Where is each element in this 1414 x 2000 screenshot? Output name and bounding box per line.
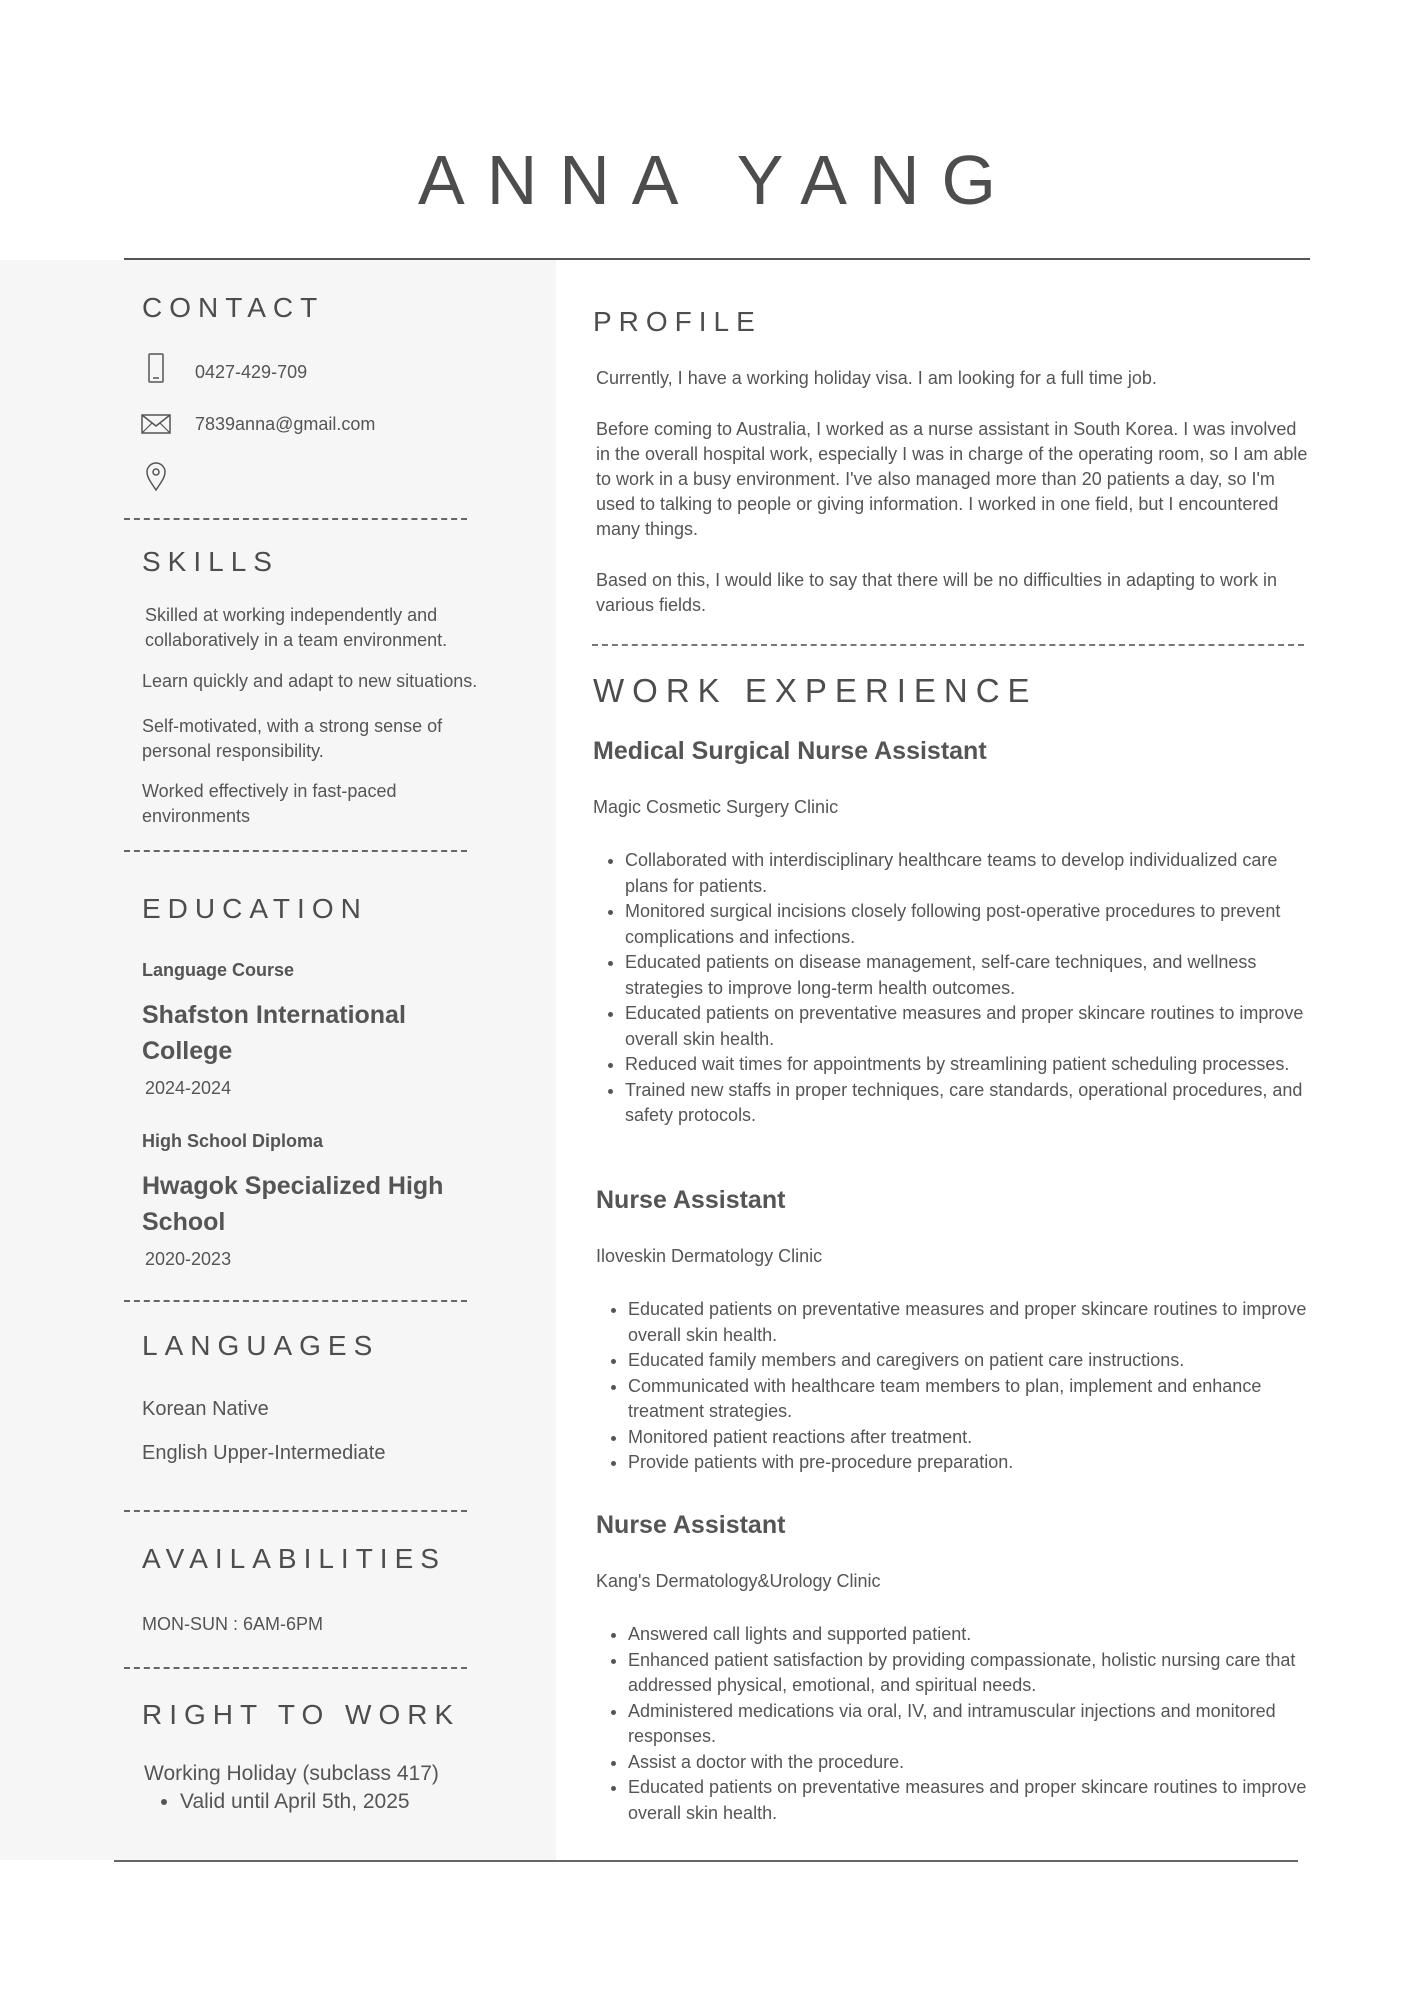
job-duty: • Answered call lights and supported patient. [628,1622,1318,1648]
education-years: 2020-2023 [145,1249,232,1269]
language-name: English [142,1442,208,1464]
availabilities-heading: AVAILABILITIES [142,1543,446,1574]
visa-type: Working Holiday (subclass 417) [144,1762,439,1785]
sidebar-divider [124,850,467,852]
job-employer: Magic Cosmetic Surgery Clinic [593,797,839,817]
contact-phone[interactable]: 0427-429-709 [195,362,308,382]
availability-text: MON-SUN : 6AM-6PM [142,1614,324,1634]
job-title: Nurse Assistant [596,1186,786,1214]
job-duties [596,1297,1318,1476]
profile-paragraph: Currently, I have a working holiday visa. I am looking for a full time job. [596,368,1157,388]
right-to-work-heading: RIGHT TO WORK [142,1699,461,1730]
sidebar-divider [124,1667,467,1669]
contact-email[interactable]: 7839anna@gmail.com [195,414,376,434]
resume-name: ANNA YANG [418,141,1018,219]
work-experience-heading: WORK EXPERIENCE [593,672,1038,709]
job-duties [596,1622,1318,1826]
languages-heading: LANGUAGES [142,1330,380,1361]
profile-heading: PROFILE [593,306,762,337]
job-duty: • Educated patients on preventative measures and proper skincare routines to improve overall skin health. [628,1775,1318,1826]
job-employer: Iloveskin Dermatology Clinic [596,1246,823,1266]
job-duty: • Educated family members and caregivers on patient care instructions. [628,1348,1318,1374]
job-title: Medical Surgical Nurse Assistant [593,737,987,765]
profile-paragraph: Based on this, I would like to say that there will be no difficulties in adapting to work in various fields. [596,570,1278,615]
job-duty: • Educated patients on preventative measures and proper skincare routines to improve overall skin health. [625,1001,1315,1052]
job-duty: • Enhanced patient satisfaction by providing compassionate, holistic nursing care that addressed physical, emotional, and spiritual needs. [628,1648,1318,1699]
job-duty: • Reduced wait times for appointments by streamlining patient scheduling processes. [625,1052,1315,1078]
profile-paragraph: Before coming to Australia, I worked as a nurse assistant in South Korea. I was involved in the overall hospital work, especially I was in charge of the operating room, so I am able to work in a busy environment. I've also managed more than 20 patients a day, so I'm used to talking to people or giving information. I worked in one field, but I encountered many things. [596,419,1308,539]
mail-icon [140,408,172,440]
job-duty: • Communicated with healthcare team members to plan, implement and enhance treatment strategies. [628,1374,1318,1425]
education-label: High School Diploma [142,1131,324,1151]
job-duty: • Assist a doctor with the procedure. [628,1750,1318,1776]
language-item [142,1442,385,1465]
job-duty: • Educated patients on preventative measures and proper skincare routines to improve overall skin health. [628,1297,1318,1348]
education-years: 2024-2024 [145,1078,232,1098]
education-heading: EDUCATION [142,893,368,924]
profile-divider [592,644,1304,646]
job-employer: Kang's Dermatology&Urology Clinic [596,1571,881,1591]
language-item [142,1398,269,1421]
location-icon [140,460,172,492]
skill-item: Learn quickly and adapt to new situations. [142,671,478,691]
education-label: Language Course [142,960,295,980]
visa-details [142,1790,410,1814]
contact-heading: CONTACT [142,292,325,323]
job-duty: • Educated patients on disease management, self-care techniques, and wellness strategies to improve long-term health outcomes. [625,950,1315,1001]
education-school: Hwagok Specialized High School [142,1172,444,1236]
education-school: Shafston International College [142,1001,406,1065]
skill-item: Skilled at working independently and collaboratively in a team environment. [145,605,448,650]
language-level: Native [212,1398,269,1420]
job-duty: • Trained new staffs in proper techniques, care standards, operational procedures, and safety protocols. [625,1078,1315,1129]
skill-item: Self-motivated, with a strong sense of personal responsibility. [142,716,443,761]
job-duty: • Monitored patient reactions after treatment. [628,1425,1318,1451]
job-duty: • Administered medications via oral, IV, and intramuscular injections and monitored responses. [628,1699,1318,1750]
language-level: Upper-Intermediate [213,1442,386,1464]
job-duty: • Collaborated with interdisciplinary healthcare teams to develop individualized care plans for patients. [625,848,1315,899]
sidebar-divider [124,1300,467,1302]
job-duty: • Provide patients with pre-procedure preparation. [628,1450,1318,1476]
job-duties [593,848,1315,1129]
skills-heading: SKILLS [142,546,279,577]
job-duty: • Monitored surgical incisions closely following post-operative procedures to prevent complications and infections. [625,899,1315,950]
skill-item: Worked effectively in fast-paced environments [142,781,397,826]
sidebar-divider [124,518,467,520]
language-name: Korean [142,1398,207,1420]
footer-divider [114,1860,1298,1862]
sidebar-divider [124,1510,467,1512]
visa-validity: • Valid until April 5th, 2025 [180,1790,410,1814]
phone-icon [140,352,172,384]
job-title: Nurse Assistant [596,1511,786,1539]
